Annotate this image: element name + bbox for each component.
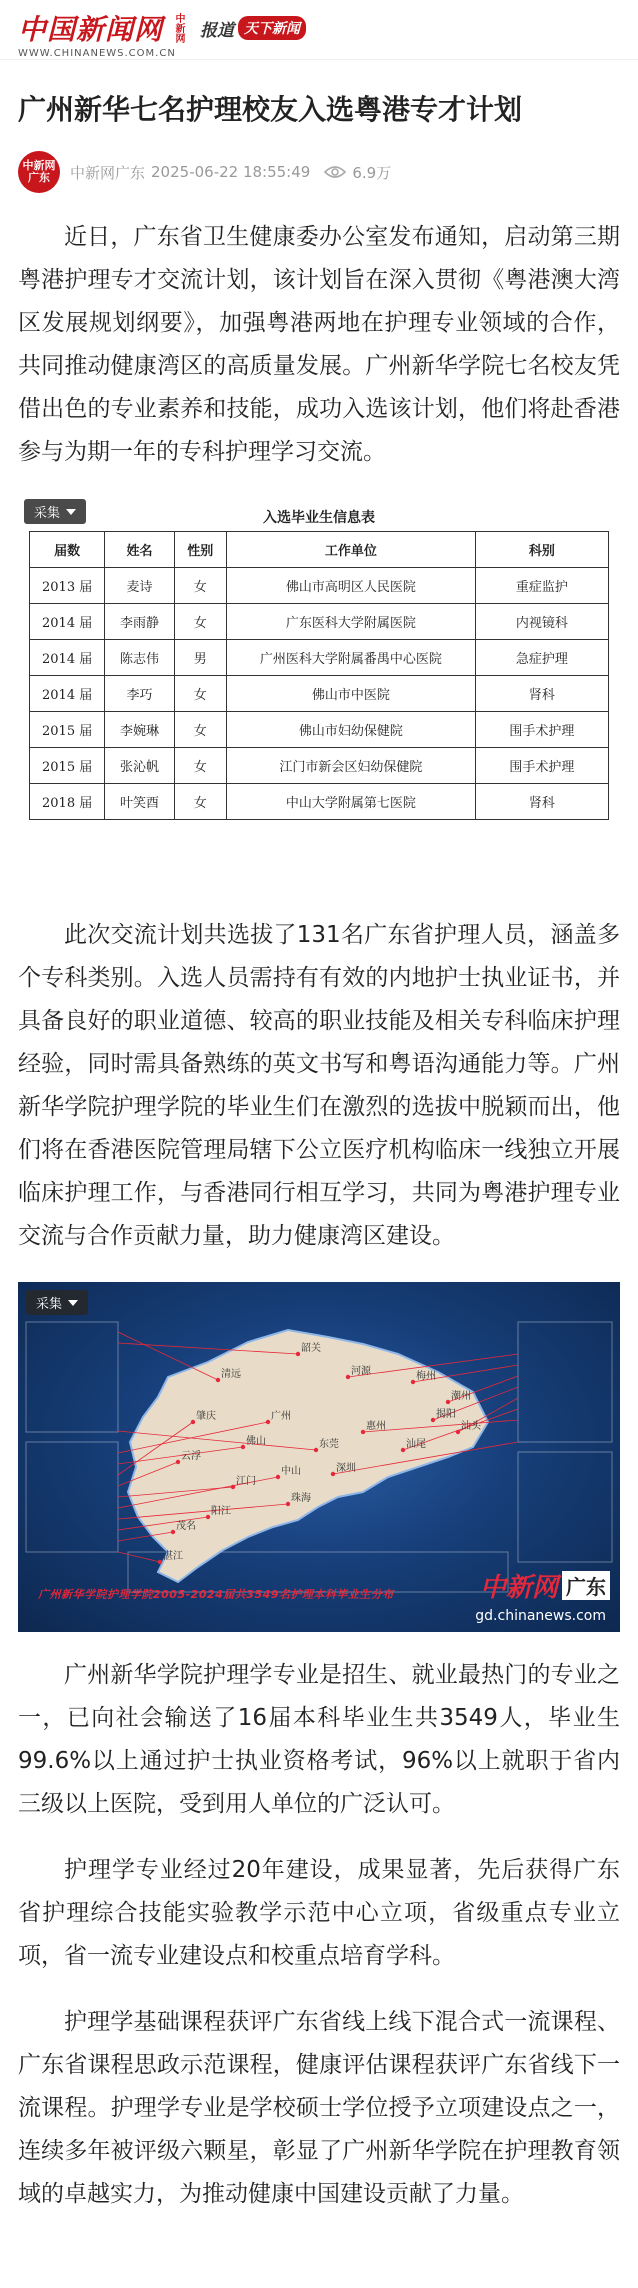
table-cell: 江门市新会区妇幼保健院 [226,748,475,784]
article-date: 2025-06-22 18:55:49 [151,163,311,181]
collect-label: 采集 [36,1297,63,1312]
city-label: 佛山 [246,1436,266,1447]
city-marker [456,1430,460,1434]
watermark-url: gd.chinanews.com [475,1608,606,1624]
city-marker [176,1460,180,1464]
table-cell: 麦诗 [105,568,174,604]
city-marker [296,1352,300,1356]
site-header [0,0,638,60]
table-cell: 女 [174,712,226,748]
avatar-line2: 广东 [28,171,50,184]
article-views: 6.9万 [352,163,392,182]
chevron-down-icon [68,1300,78,1306]
city-label: 珠海 [291,1493,311,1504]
header-cell: 届数 [30,532,105,568]
leader-line [118,1552,160,1562]
city-marker [361,1430,365,1434]
city-marker [346,1375,350,1379]
table-cell: 2018 届 [30,784,105,820]
table-cell: 围手术护理 [475,748,608,784]
table-caption: 入选毕业生信息表 [263,510,375,526]
city-marker [231,1485,235,1489]
city-label: 揭阳 [436,1409,456,1420]
city-marker [171,1530,175,1534]
table-cell: 李雨静 [105,604,174,640]
city-marker [401,1448,405,1452]
city-label: 肇庆 [196,1411,216,1422]
city-marker [266,1420,270,1424]
watermark-region: 广东 [562,1571,610,1600]
slogan-badge: 天下新闻 [238,16,306,40]
city-label: 东莞 [319,1439,339,1450]
site-url: WWW.CHINANEWS.COM.CN [18,48,176,59]
table-cell: 2015 届 [30,748,105,784]
table-row [30,712,609,748]
header-cell: 姓名 [105,532,174,568]
avatar-line1: 中新网 [22,159,56,172]
table-cell: 女 [174,784,226,820]
table-cell: 2013 届 [30,568,105,604]
city-marker [216,1378,220,1382]
table-row [30,748,609,784]
city-marker [331,1472,335,1476]
table-header-row [30,532,609,568]
eye-icon [324,165,346,179]
table-cell: 女 [174,568,226,604]
table-cell: 广东医科大学附属医院 [226,604,475,640]
city-marker [286,1502,290,1506]
table-cell: 佛山市高明区人民医院 [226,568,475,604]
city-label: 湛江 [163,1551,183,1562]
table-cell: 2014 届 [30,640,105,676]
table-row [30,568,609,604]
city-marker [158,1560,162,1564]
graduate-table [29,531,609,820]
map-watermark [480,1567,610,1604]
table-row [30,604,609,640]
table-cell: 女 [174,748,226,784]
site-logo[interactable]: 中国新闻网 [18,13,164,46]
watermark-logo: 中新网 [479,1573,558,1603]
table-body [30,568,609,820]
table-cell: 男 [174,640,226,676]
city-label: 江门 [236,1476,256,1487]
collect-button[interactable] [24,499,86,524]
table-cell: 2015 届 [30,712,105,748]
chevron-down-icon [66,509,76,515]
paragraph-5: 护理学基础课程获评广东省线上线下混合式一流课程、广东省课程思政示范课程，健康评估课程获评广东省线下一流课程。护理学专业是学校硕士学位授予立项建设点之一，连续多年被评级六颗星，彰显了广州新华学院在护理教育领域的卓越实力，为推动健康中国建设贡献了力量。 [18,2009,620,2207]
city-label: 中山 [281,1466,301,1477]
table-cell: 肾科 [475,784,608,820]
table-cell: 佛山市妇幼保健院 [226,712,475,748]
paragraph-3: 广州新华学院护理学专业是招生、就业最热门的专业之一，已向社会输送了16届本科毕业生共3549人，毕业生99.6%以上通过护士执业资格考试，96%以上就职于省内三级以上医院，受到用人单位的广泛认可。 [18,1662,620,1817]
city-marker [206,1515,210,1519]
table-cell: 中山大学附属第七医院 [226,784,475,820]
city-marker [241,1445,245,1449]
city-label: 惠州 [366,1421,386,1432]
table-cell: 佛山市中医院 [226,676,475,712]
city-label: 汕尾 [406,1439,426,1450]
city-label: 茂名 [176,1521,196,1532]
leader-line [118,1332,218,1380]
city-label: 梅州 [416,1371,436,1382]
table-cell: 内视镜科 [475,604,608,640]
table-cell: 女 [174,604,226,640]
article-meta [0,130,638,192]
city-marker [314,1448,318,1452]
collect-button[interactable] [26,1290,88,1315]
slogan [200,16,306,41]
table-row [30,640,609,676]
site-logo-small: 中新网 [173,13,185,43]
city-label: 潮州 [451,1391,471,1402]
slogan-text: 报道 [200,20,235,41]
table-cell: 广州医科大学附属番禺中心医院 [226,640,475,676]
collect-label: 采集 [34,506,61,521]
city-label: 韶关 [301,1343,321,1354]
table-cell: 重症监护 [475,568,608,604]
table-cell: 李巧 [105,676,174,712]
city-label: 广州 [271,1411,291,1422]
table-row [30,676,609,712]
header-cell: 科别 [475,532,608,568]
table-cell: 女 [174,676,226,712]
table-cell: 肾科 [475,676,608,712]
table-row [30,784,609,820]
city-marker [191,1420,195,1424]
header-cell: 性别 [174,532,226,568]
article-source[interactable]: 中新网广东 [70,163,146,182]
logo-row [18,8,620,48]
table-cell: 2014 届 [30,604,105,640]
city-label: 云浮 [181,1451,201,1462]
map-banner: 广州新华学院护理学院2005-2024届共3549名护理本科毕业生分布 [38,1588,394,1601]
table-cell: 张沁帆 [105,748,174,784]
city-marker [276,1475,280,1479]
distribution-map-figure [18,1282,620,1632]
header-cell: 工作单位 [226,532,475,568]
city-label: 深圳 [336,1463,356,1474]
paragraph-2: 此次交流计划共选拔了131名广东省护理人员，涵盖多个专科类别。入选人员需持有有效的内地护士执业证书，并具备良好的职业道德、较高的职业技能及相关专科临床护理经验，同时需具备熟练的英文书写和粤语沟通能力等。广州新华学院护理学院的毕业生们在激烈的选拔中脱颖而出，他们将在香港医院管理局辖下公立医疗机构临床一线独立开展临床护理工作，与香港同行相互学习，共同为粤港护理专业交流与合作贡献力量，助力健康湾区建设。 [18,922,620,1249]
city-marker [411,1380,415,1384]
source-avatar[interactable] [18,151,60,193]
table-cell: 李婉琳 [105,712,174,748]
city-label: 清远 [221,1369,241,1380]
table-cell: 陈志伟 [105,640,174,676]
city-label: 阳江 [211,1506,231,1517]
city-marker [446,1400,450,1404]
article-title: 广州新华七名护理校友入选粤港专才计划 [18,93,523,126]
table-cell: 2014 届 [30,676,105,712]
graduate-table-figure [18,499,620,879]
city-label: 河源 [351,1366,371,1377]
paragraph-4: 护理学专业经过20年建设，成果显著，先后获得广东省护理综合技能实验教学示范中心立项，省级重点专业立项，省一流专业建设点和校重点培育学科。 [18,1857,620,1969]
table-cell: 叶笑酉 [105,784,174,820]
city-marker [431,1418,435,1422]
city-label: 汕头 [461,1421,481,1432]
table-cell: 急症护理 [475,640,608,676]
paragraph-1: 近日，广东省卫生健康委办公室发布通知，启动第三期粤港护理专才交流计划，该计划旨在深入贯彻《粤港澳大湾区发展规划纲要》，加强粤港两地在护理专业领域的合作，共同推动健康湾区的高质量发展。广州新华学院七名校友凭借出色的专业素养和技能，成功入选该计划，他们将赴香港参与为期一年的专科护理学习交流。 [18,224,620,465]
table-cell: 围手术护理 [475,712,608,748]
